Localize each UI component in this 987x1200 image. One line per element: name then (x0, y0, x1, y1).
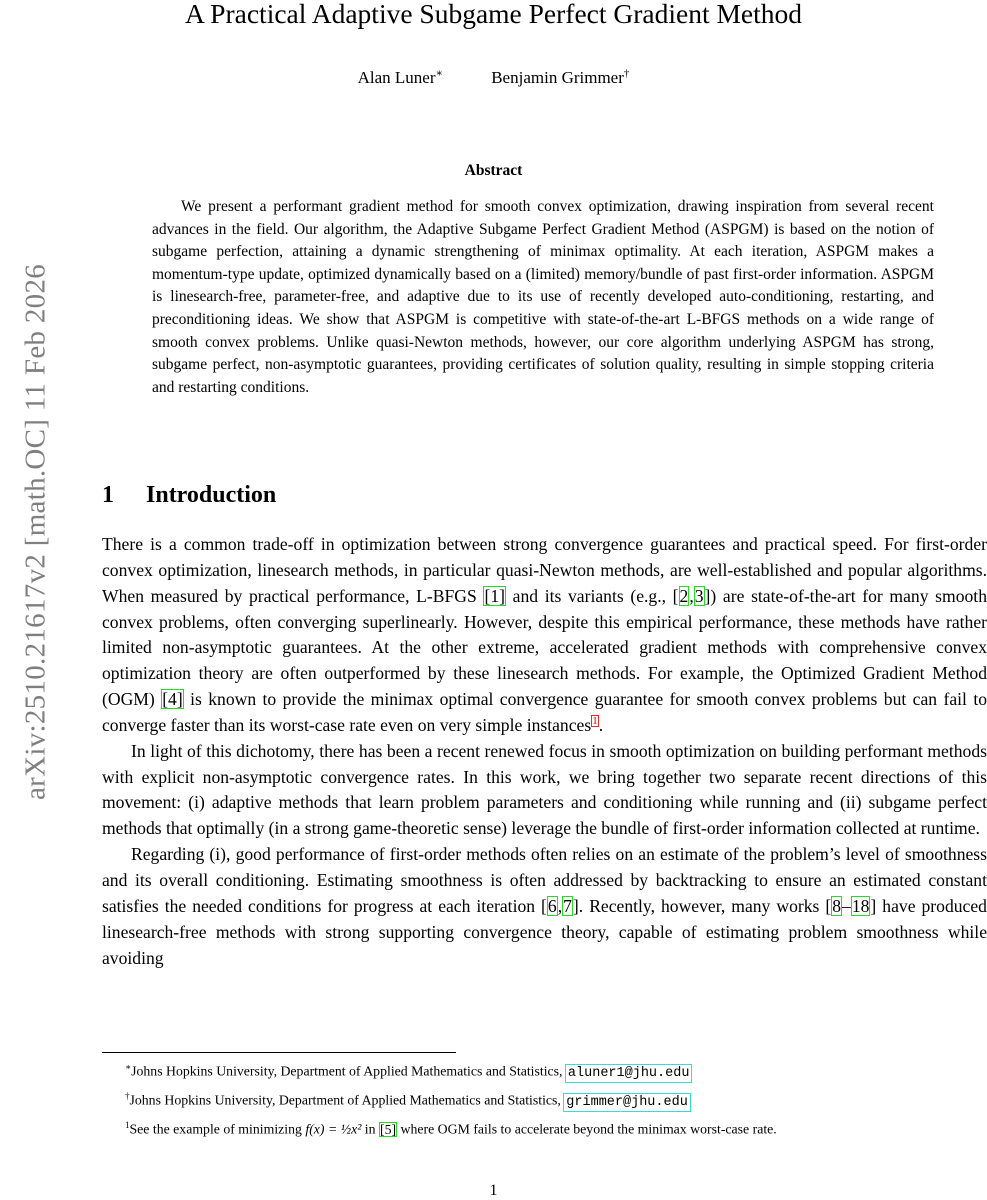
arxiv-stamp: arXiv:2510.21617v2 [math.OC] 11 Feb 2026 (19, 263, 52, 801)
abstract-text: We present a performant gradient method for smooth convex optimization, drawing inspiration from several recent advances in the field. Our algorithm, the Adaptive Subgame Perfect Gradient Method (ASPGM) is based on the notion of subgame perfection, attaining a dynamic strengthening of minimax optimality. At each iteration, ASPGM makes a momentum-type update, optimized dynamically based on a (limited) memory/bundle of past first-order information. ASPGM is linesearch-free, parameter-free, and adaptive due to its use of recently developed auto-conditioning, restarting, and preconditioning ideas. We show that ASPGM is competitive with state-of-the-art L-BFGS methods on a wide range of smooth convex problems. Unlike quasi-Newton methods, however, our core algorithm underlying ASPGM has strong, subgame perfect, non-asymptotic guarantees, providing certificates of solution quality, resulting in simple stopping criteria and restarting conditions. (152, 198, 934, 396)
paper-title: A Practical Adaptive Subgame Perfect Gradient Method (184, 0, 803, 29)
email-link[interactable]: aluner1@jhu.edu (567, 1065, 690, 1081)
citation-link[interactable]: 6 (547, 895, 557, 916)
section-title: Introduction (146, 482, 277, 508)
section-heading (102, 479, 276, 511)
citation-link[interactable]: 2 (679, 585, 689, 606)
footnotes (102, 1056, 987, 1142)
author-mark: ∗ (435, 67, 443, 79)
paragraph: There is a common trade-off in optimization between strong convergence guarantees and practical speed. For first-order convex optimization, linesearch methods, in particular quasi-Newton methods, are well-established and popular algorithms. When measured by practical performance, L-BFGS [1] and its variants (e.g., [2,3]) are state-of-the-art for many smooth convex problems, often converging superlinearly. However, despite this empirical performance, these methods have rather limited non-asymptotic guarantees. At the other extreme, accelerated gradient methods with comprehensive convex optimization theory are often outperformed by these linesearch methods. For example, the Optimized Gradient Method (OGM) [4] is known to provide the minimax optimal convergence guarantee for smooth convex problems but can fail to converge faster than its worst-case rate even on very simple instances$^1$. (102, 534, 987, 735)
math-expression: f(x) = ½x² (305, 1121, 362, 1137)
citation-link[interactable]: 7 (563, 895, 572, 916)
page-number: 1 (489, 1182, 498, 1199)
email-link[interactable]: grimmer@jhu.edu (566, 1094, 688, 1110)
citation-link[interactable]: 8 (832, 895, 842, 916)
footnote-rule (102, 1052, 456, 1053)
abstract-heading: Abstract (464, 162, 523, 179)
citation-link[interactable]: [5] (379, 1121, 397, 1137)
citation-link[interactable]: [4] (162, 689, 183, 710)
author-list (0, 62, 987, 89)
footnote-ref-link[interactable]: 1 (592, 715, 598, 728)
author-mark: † (623, 67, 630, 79)
citation-link[interactable]: [1] (484, 585, 505, 606)
citation-link[interactable]: 18 (851, 895, 870, 916)
paragraph: Regarding (i), good performance of first-order methods often relies on an estimate of the problem’s level of smoothness and its overall conditioning. Estimating smoothness is often addressed by backtracking to ensure an estimated constant satisfies the needed conditions for progress at each iteration [6,7]. Recently, however, many works [8–18] have produced linesearch-free methods with strong supporting convergence theory, capable of estimating problem smoothness while avoiding (102, 844, 987, 968)
author-grimmer: Benjamin Grimmer† (491, 67, 630, 87)
footnote: ∗Johns Hopkins University, Department of Applied Mathematics and Statistics, aluner1@jhu.edu (125, 1062, 690, 1081)
paragraph: In light of this dichotomy, there has been a recent renewed focus in smooth optimization on building performant methods with explicit non-asymptotic convergence rates. In this work, we bring together two separate recent directions of this movement: (i) adaptive methods that learn problem parameters and conditioning while running and (ii) subgame perfect methods that optimally (in a strong game-theoretic sense) leverage the bundle of first-order information collected at runtime. (102, 740, 987, 839)
section-number: 1 (102, 482, 114, 508)
footnote: $^1$See the example of minimizing f(x) = ½x² in [5] where OGM fails to accelerate beyond the minimax worst-case rate. (125, 1120, 777, 1137)
author-luner: Alan Luner∗ (357, 67, 443, 87)
citation-link[interactable]: 3 (694, 585, 704, 606)
footnote: †Johns Hopkins University, Department of Applied Mathematics and Statistics, grimmer@jhu.edu (125, 1091, 688, 1110)
body-text (102, 532, 987, 971)
